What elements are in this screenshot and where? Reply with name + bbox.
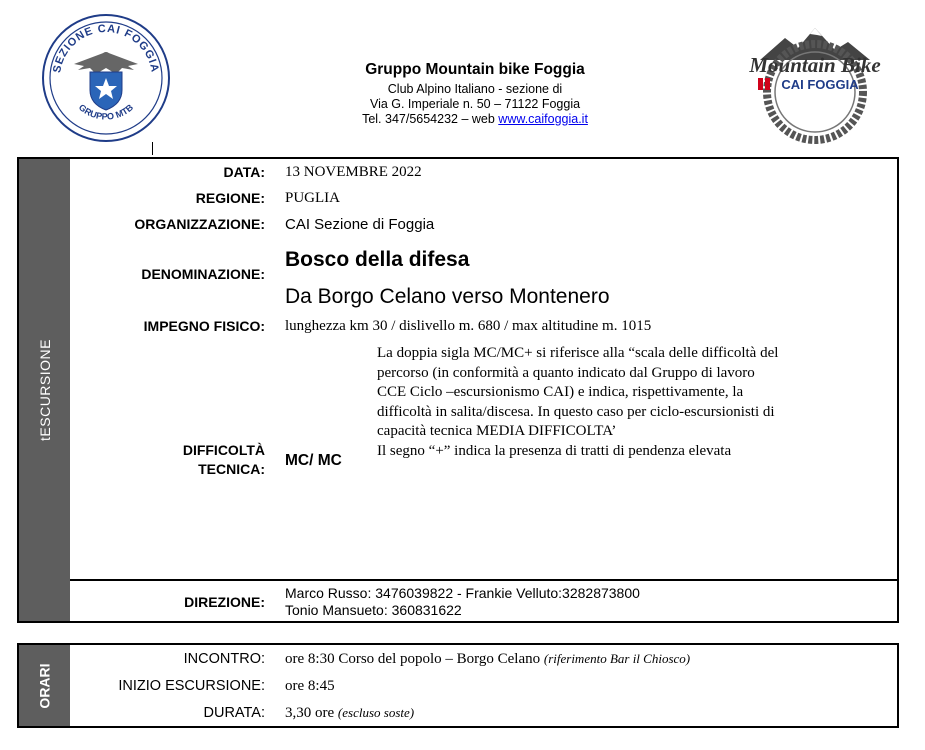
- denominazione-title: Bosco della difesa: [285, 248, 470, 271]
- incontro-value: [285, 651, 690, 668]
- inizio-escursione-value: ore 8:45: [285, 678, 335, 694]
- difficolta-label-line1: DIFFICOLTÀ: [182, 442, 265, 458]
- incontro-text: ore 8:30 Corso del popolo – Borgo Celano: [285, 651, 544, 667]
- data-value: 13 NOVEMBRE 2022: [285, 164, 422, 180]
- mountain-bike-cai-foggia-logo: [740, 20, 890, 145]
- escursione-sidebar-label: tESCURSIONE: [36, 339, 53, 441]
- cai-foggia-gruppo-mtb-logo: [40, 12, 172, 144]
- denominazione-label: DENOMINAZIONE:: [141, 266, 265, 282]
- organizzazione-label: ORGANIZZAZIONE:: [134, 216, 265, 232]
- difficolta-label-line2: TECNICA:: [198, 461, 265, 477]
- impegno-fisico-value: lunghezza km 30 / dislivello m. 680 / max altitudine m. 1015: [285, 318, 652, 334]
- denominazione-subtitle: Da Borgo Celano verso Montenero: [285, 285, 610, 308]
- difficolta-code: MC/ MC: [285, 452, 342, 469]
- durata-value: [285, 705, 414, 722]
- impegno-fisico-label: IMPEGNO FISICO:: [143, 318, 265, 334]
- durata-label: DURATA:: [203, 705, 265, 721]
- regione-value: PUGLIA: [285, 190, 340, 206]
- logo-title-text: Mountain Bike: [749, 53, 881, 77]
- difficolta-desc-line: Il segno “+” indica la presenza di tratti di pendenza elevata: [377, 442, 732, 459]
- incontro-note: (riferimento Bar il Chiosco): [543, 651, 691, 666]
- direzione-label: DIREZIONE:: [184, 594, 265, 610]
- header-line1: Club Alpino Italiano - sezione di: [387, 82, 563, 96]
- difficolta-desc-line: difficoltà in salita/discesa. In questo caso per ciclo-escursionisti di: [377, 403, 775, 420]
- difficolta-description: [377, 344, 892, 461]
- logo-ring-text-top: SEZIONE CAI FOGGIA: [51, 22, 161, 74]
- header-line3: [250, 112, 700, 127]
- header-divider: [152, 142, 153, 155]
- website-link[interactable]: www.caifoggia.it: [498, 112, 588, 126]
- difficolta-desc-line: CCE Ciclo –escursionismo CAI) e indica, rispettivamente, la: [377, 384, 744, 400]
- logo-subtitle-text: CAI FOGGIA: [781, 77, 859, 92]
- data-label: DATA:: [223, 164, 265, 180]
- durata-note: (escluso soste): [337, 705, 415, 720]
- direzione-line1: Marco Russo: 3476039822 - Frankie Velluto:3282873800: [285, 585, 640, 601]
- logo-ring-text-bottom: GRUPPO MTB: [76, 102, 136, 122]
- direzione-divider: [70, 579, 898, 581]
- difficolta-desc-line: capacità tecnica MEDIA DIFFICOLTA’: [377, 423, 617, 439]
- difficolta-desc-line: percorso (in conformità a quanto indicato dal Gruppo di lavoro: [377, 364, 755, 381]
- header-line2: Via G. Imperiale n. 50 – 71122 Foggia: [369, 97, 581, 111]
- shield-star-icon: [90, 72, 122, 110]
- difficolta-desc-line: La doppia sigla MC/MC+ si riferisce alla “scala delle difficoltà del: [377, 345, 779, 361]
- header-phone: Tel. 347/5654232 – web: [362, 112, 499, 126]
- regione-label: REGIONE:: [195, 190, 265, 206]
- inizio-escursione-label: INIZIO ESCURSIONE:: [118, 678, 265, 694]
- eagle-icon: [74, 52, 138, 74]
- orari-sidebar-label: ORARI: [36, 662, 53, 709]
- header-title: Gruppo Mountain bike Foggia: [365, 61, 585, 78]
- direzione-line2: Tonio Mansueto: 360831622: [285, 602, 462, 618]
- durata-text: 3,30 ore: [285, 705, 338, 721]
- organizzazione-value: CAI Sezione di Foggia: [285, 216, 435, 233]
- incontro-label: INCONTRO:: [183, 651, 265, 667]
